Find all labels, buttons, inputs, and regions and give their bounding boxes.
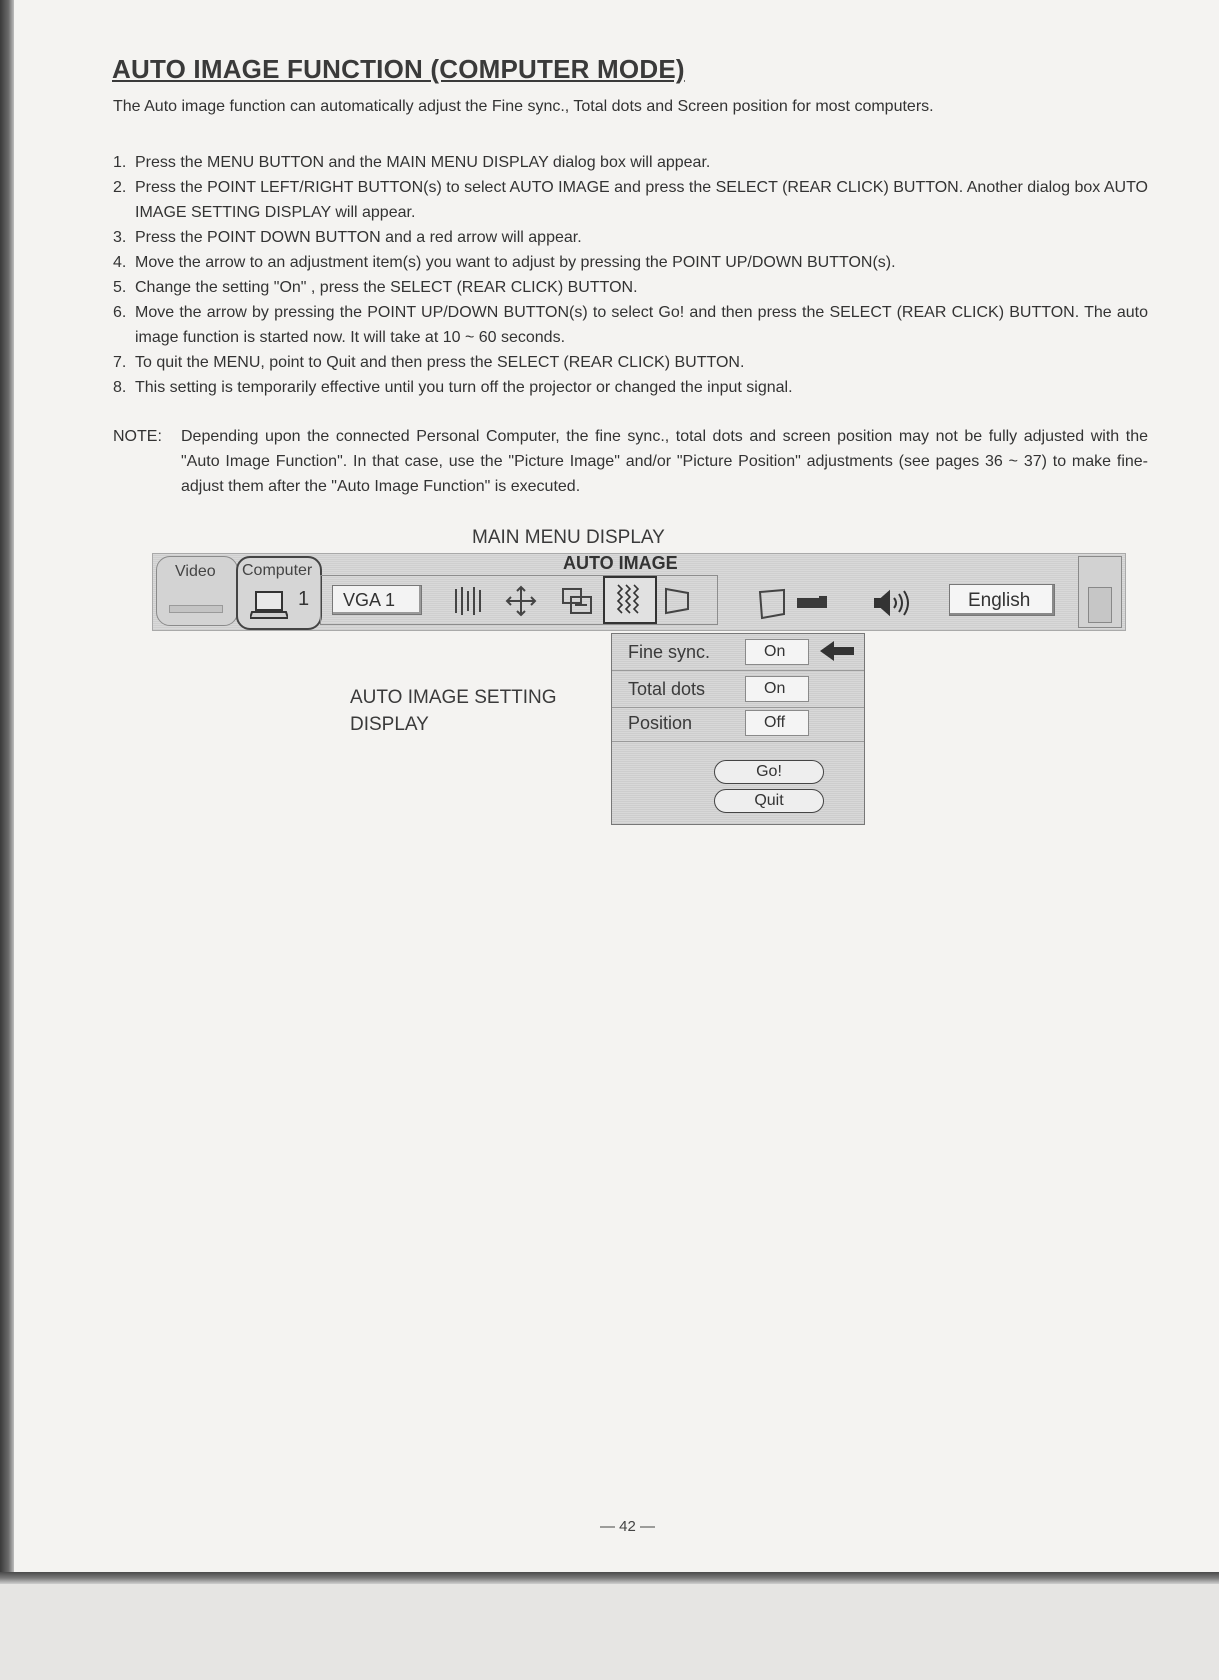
step-text: To quit the MENU, point to Quit and then press the SELECT (REAR CLICK) BUTTON.: [135, 354, 745, 371]
step-number: 7.: [113, 354, 127, 371]
picture-image-icon[interactable]: [452, 585, 484, 617]
step-item: [113, 275, 1148, 300]
page-heading: AUTO IMAGE FUNCTION (COMPUTER MODE): [112, 54, 685, 84]
step-item: [113, 300, 1148, 350]
setting-value: On: [764, 680, 786, 697]
tab-computer-label: Computer: [242, 562, 313, 579]
step-item: [113, 150, 1148, 175]
setting-value-field[interactable]: [745, 710, 809, 736]
setting-value-field[interactable]: [745, 639, 809, 665]
step-number: 8.: [113, 379, 127, 396]
intro-paragraph: The Auto image function can automatically adjust the Fine sync., Total dots and Screen position for most computers.: [113, 98, 934, 115]
step-item: [113, 225, 1148, 250]
step-number: 1.: [113, 154, 127, 171]
setting-value: On: [764, 643, 786, 660]
note-text: Depending upon the connected Personal Computer, the fine sync., total dots and screen position may not be fully adjusted with the "Auto Image Function". In that case, use the "Picture Image" and/or "Picture Position" adjustments (see pages 36 ~ 37) to make fine-adjust them after the "Auto Image Function" is executed.: [181, 428, 1148, 495]
video-slot-icon: [169, 605, 223, 613]
step-text: Press the POINT LEFT/RIGHT BUTTON(s) to select AUTO IMAGE and press the SELECT (REAR CLICK) BUTTON. Another dialog box AUTO IMAGE SETTING DISPLAY will appear.: [135, 179, 1148, 221]
speaker-icon[interactable]: [873, 588, 913, 618]
go-button[interactable]: [714, 760, 824, 784]
language-field[interactable]: [949, 584, 1055, 616]
steps-list: [113, 150, 1148, 400]
main-menu-title: AUTO IMAGE: [563, 553, 678, 573]
step-text: Change the setting "On" , press the SELECT (REAR CLICK) BUTTON.: [135, 279, 638, 296]
projector-icon[interactable]: [795, 594, 829, 612]
step-item: [113, 350, 1148, 375]
setting-label: Fine sync.: [628, 642, 711, 662]
computer-icon: [250, 590, 288, 620]
caption-line-2: DISPLAY: [350, 714, 429, 735]
step-text: Move the arrow by pressing the POINT UP/DOWN BUTTON(s) to select Go! and then press the SELECT (REAR CLICK) BUTTON. The auto image function is started now. It will take at 10 ~ 60 seconds.: [135, 304, 1148, 346]
go-button-label: Go!: [756, 763, 782, 780]
step-text: Move the arrow to an adjustment item(s) you want to adjust by pressing the POINT UP/DOWN BUTTON(s).: [135, 254, 896, 271]
page-bottom-shadow: [0, 1572, 1219, 1584]
tab-video-label: Video: [175, 563, 216, 580]
setting-row-total-dots[interactable]: [612, 671, 864, 708]
auto-image-setting-caption: [350, 684, 557, 738]
menu-scroll-thumb[interactable]: [1088, 587, 1112, 623]
note-block: [113, 424, 1148, 499]
caption-line-1: AUTO IMAGE SETTING: [350, 687, 557, 708]
left-arrow-icon: [820, 640, 856, 667]
background-below-page: [0, 1584, 1219, 1680]
setting-label: Total dots: [628, 679, 706, 699]
setting-row-position[interactable]: [612, 705, 864, 742]
setting-value: Off: [764, 714, 786, 731]
step-text: Press the POINT DOWN BUTTON and a red arrow will appear.: [135, 229, 582, 246]
screen-icon[interactable]: [561, 586, 593, 616]
computer-number: 1: [298, 588, 310, 610]
step-number: 6.: [113, 304, 127, 321]
step-text: This setting is temporarily effective until you turn off the projector or changed the input signal.: [135, 379, 793, 396]
input-source-value: VGA 1: [343, 590, 396, 610]
setting-label: Position: [628, 713, 693, 733]
step-item: [113, 250, 1148, 275]
input-source-field[interactable]: [332, 585, 422, 615]
setting-value-field[interactable]: [745, 676, 809, 702]
step-number: 4.: [113, 254, 127, 271]
main-menu-caption: MAIN MENU DISPLAY: [472, 527, 665, 548]
auto-image-icon[interactable]: [614, 583, 642, 615]
keystone-icon[interactable]: [664, 587, 690, 615]
tab-video[interactable]: [156, 556, 238, 626]
page-number: — 42 —: [600, 1518, 656, 1535]
step-number: 3.: [113, 229, 127, 246]
tab-computer[interactable]: [236, 556, 322, 630]
menu-scroll-box[interactable]: [1078, 556, 1122, 628]
step-item: [113, 175, 1148, 225]
note-label: NOTE:: [113, 428, 162, 445]
blank-screen-icon[interactable]: [758, 588, 788, 620]
step-number: 2.: [113, 179, 127, 196]
picture-position-icon[interactable]: [504, 585, 538, 617]
quit-button-label: Quit: [754, 792, 784, 809]
language-value: English: [968, 590, 1031, 611]
page-left-shadow: [0, 0, 14, 1577]
step-number: 5.: [113, 279, 127, 296]
quit-button[interactable]: [714, 789, 824, 813]
step-text: Press the MENU BUTTON and the MAIN MENU DISPLAY dialog box will appear.: [135, 154, 711, 171]
step-item: [113, 375, 1148, 400]
